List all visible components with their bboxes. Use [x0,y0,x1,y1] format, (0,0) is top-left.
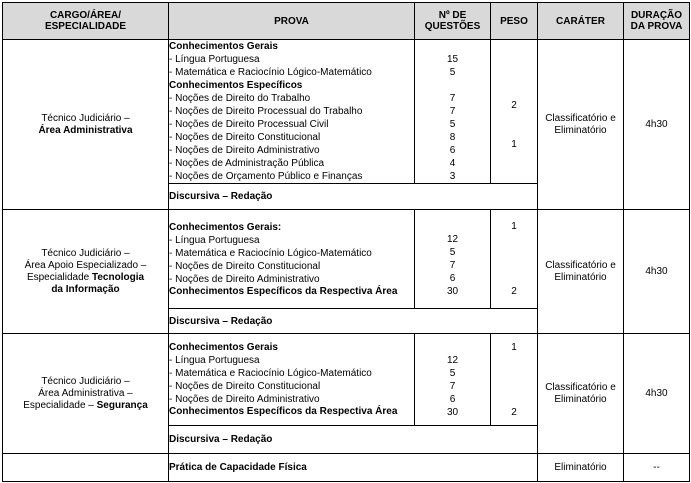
peso-cell [491,210,538,309]
subject: - Matemática e Raciocínio Lógico-Matemático [169,247,372,259]
subject: - Língua Portuguesa [169,234,260,246]
peso-value: 2 [511,406,517,418]
section-title: Conhecimentos Gerais [169,41,278,52]
pratica-carater: Eliminatório [538,454,624,482]
subject: - Noções de Orçamento Público e Finanças [169,171,363,182]
carater-cell: Classificatório e Eliminatório [538,334,624,454]
question-count: 5 [449,119,456,130]
header-questoes: Nº DE QUESTÕES [415,3,491,40]
cargo-cell-empty [3,454,169,482]
cargo-cell: Técnico Judiciário – Área Apoio Especializado – Especialidade Tecnologia da Informação [3,210,169,334]
carater-cell: Classificatório e Eliminatório [538,210,624,334]
pratica-row [3,454,690,482]
subject: - Noções de Direito Processual do Trabalho [169,106,363,117]
question-count: 5 [449,247,456,258]
pratica-duracao: -- [624,454,690,482]
questoes-cell [415,334,491,426]
subject: - Noções de Direito Constitucional [169,381,321,392]
question-count: 30 [446,286,459,297]
exam-table [2,2,690,482]
header-peso: PESO [491,3,538,40]
pratica-label: Prática de Capacidade Física [169,454,538,482]
subject: - Língua Portuguesa [169,54,260,65]
subject: - Noções de Direito Administrativo [169,394,320,405]
prova-cell [169,40,415,184]
subject: - Noções de Direito do Trabalho [169,93,311,104]
question-count: 4 [449,158,456,169]
prova-cell [169,334,415,426]
subject: - Noções de Direito Constitucional [169,260,321,272]
peso-value: 2 [511,99,517,111]
peso-cell [491,334,538,426]
subject: - Noções de Direito Constitucional [169,132,321,143]
peso-value: 1 [511,138,517,150]
question-count: 5 [449,67,456,78]
row-seguranca [3,334,690,426]
peso-value: 1 [511,221,517,232]
subject: - Noções de Direito Administrativo [169,145,320,156]
question-count: 12 [446,354,459,366]
header-prova: PROVA [169,3,415,40]
cargo-cell: Técnico Judiciário – Área Administrativa – Especialidade – Segurança [3,334,169,454]
header-carater: CARÁTER [538,3,624,40]
discursiva-label: Discursiva – Redação [169,184,538,210]
subject: - Matemática e Raciocínio Lógico-Matemático [169,67,372,78]
section-title: Conhecimentos Específicos da Respectiva Área [169,285,398,297]
question-count: 7 [449,106,456,117]
question-count: 15 [446,54,459,65]
prova-cell [169,210,415,309]
row-tecnologia-informacao [3,210,690,309]
subject: - Noções de Administração Pública [169,158,325,169]
question-count: 5 [449,367,456,379]
header-duracao: DURAÇÃO DA PROVA [624,3,690,40]
subject: - Matemática e Raciocínio Lógico-Matemático [169,368,372,379]
subject: - Noções de Direito Processual Civil [169,119,329,130]
subject: - Noções de Direito Administrativo [169,273,320,285]
questoes-cell [415,40,491,184]
duracao-cell: 4h30 [624,334,690,454]
peso-value: 2 [511,286,517,297]
duracao-cell: 4h30 [624,40,690,210]
question-count: 7 [449,93,456,104]
question-count: 6 [449,393,456,405]
questoes-cell [415,210,491,309]
section-title: Conhecimentos Específicos [169,80,303,91]
question-count: 3 [449,171,456,182]
subject: - Língua Portuguesa [169,355,260,366]
cargo-cell: Técnico Judiciário – Área Administrativa [3,40,169,210]
section-title: Conhecimentos Gerais [169,342,278,353]
row-area-administrativa [3,40,690,184]
question-count: 7 [449,380,456,392]
question-count: 12 [446,234,459,245]
section-title: Conhecimentos Gerais: [169,221,282,233]
peso-value: 1 [511,341,517,353]
section-title: Conhecimentos Específicos da Respectiva Área [169,406,398,417]
header-cargo: CARGO/ÁREA/ ESPECIALIDADE [3,3,169,40]
question-count: 7 [449,260,456,271]
duracao-cell: 4h30 [624,210,690,334]
header-row [3,3,690,40]
question-count: 30 [446,406,459,418]
discursiva-label: Discursiva – Redação [169,309,538,334]
question-count: 8 [449,132,456,143]
question-count: 6 [449,273,456,284]
question-count: 6 [449,145,456,156]
discursiva-label: Discursiva – Redação [169,426,538,454]
carater-cell: Classificatório e Eliminatório [538,40,624,210]
peso-cell [491,40,538,184]
